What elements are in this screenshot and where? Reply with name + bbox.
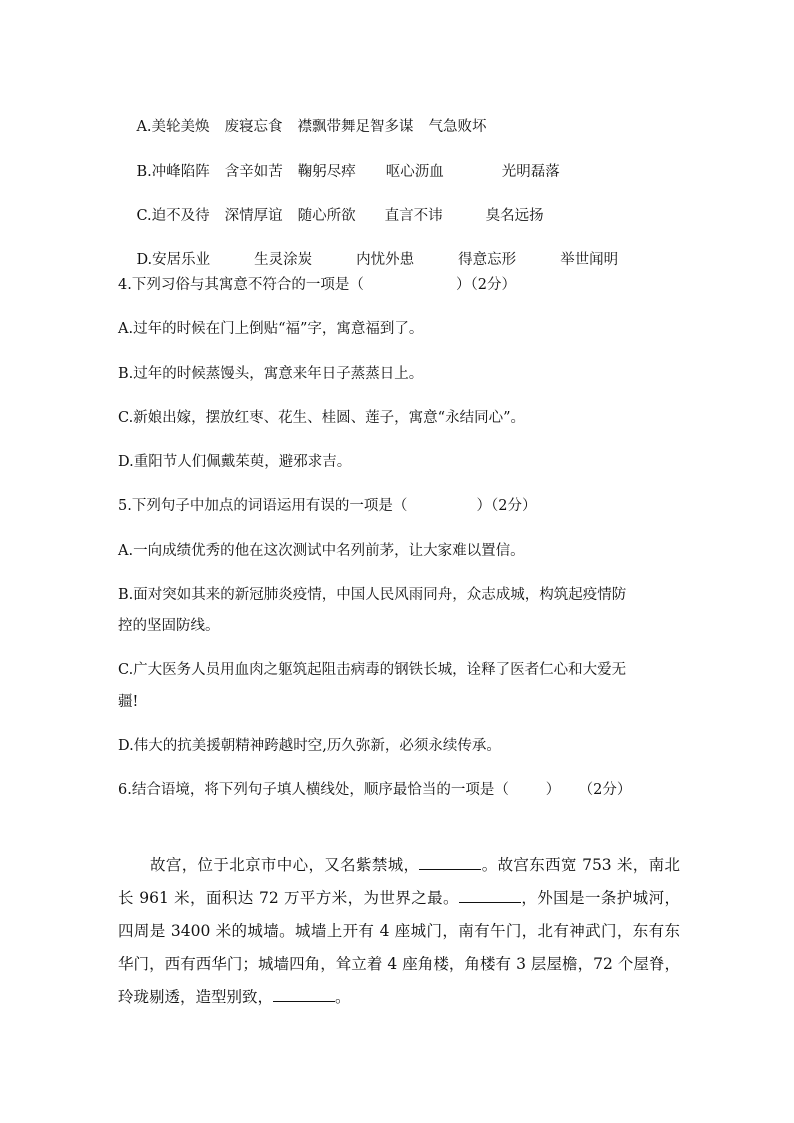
q6-stem: 6.结合语境，将下列句子填人横线处，顺序最恰当的一项是（ ） （2分）: [118, 782, 632, 798]
q4-option-c: C.新娘出嫁，摆放红枣、花生、桂圆、莲子，寓意“永结同心”。: [118, 410, 526, 426]
term: 臭名远扬: [485, 208, 544, 224]
passage-text: 。故宫东西宽 753 米，南北长 961 米，面积达 72 万平方米，为世界之最。: [118, 856, 680, 907]
term: 襟飘带舞足智多谋: [297, 119, 414, 135]
term: 安居乐业: [152, 252, 211, 268]
q5-option-c-line1: C.广大医务人员用血肉之躯筑起阻击病毒的钢铁长城，诠释了医者仁心和大爱无: [118, 662, 627, 678]
option-label: C.: [136, 208, 152, 224]
option-label: D.: [136, 252, 153, 268]
passage-text: 故宫，位于北京市中心，又名紫禁城，: [150, 856, 420, 874]
term: 内忧外患: [356, 252, 415, 268]
q5-option-c-line2: 疆!: [118, 694, 139, 710]
q4-option-a: A.过年的时候在门上倒贴“福”字，寓意福到了。: [118, 321, 424, 337]
term: 得意忘形: [458, 252, 517, 268]
q5-option-d: D.伟大的抗美援朝精神跨越时空,历久弥新，必须永续传承。: [118, 738, 501, 754]
q5-option-b-line2: 控的坚固防线。: [118, 618, 220, 634]
q4-stem: 4.下列习俗与其寓意不符合的一项是（ ）（2分）: [118, 277, 516, 293]
term: 生灵涂炭: [254, 252, 313, 268]
term: 美轮美焕: [151, 119, 210, 135]
q5-option-a: A.一向成绩优秀的他在这次测试中名列前茅，让大家难以置信。: [118, 543, 525, 559]
term: 举世闻明: [560, 252, 619, 268]
term: 深情厚谊: [224, 208, 283, 224]
q4-option-d: D.重阳节人们佩戴茱萸，避邪求吉。: [118, 454, 352, 470]
term: 随心所欲: [297, 208, 356, 224]
term: 呕心沥血: [385, 164, 444, 180]
term: 直言不讳: [384, 208, 443, 224]
q5-stem: 5.下列句子中加点的词语运用有误的一项是（ ）（2分）: [118, 498, 537, 514]
q5-option-b-line1: B.面对突如其来的新冠肺炎疫情，中国人民风雨同舟，众志成城，构筑起疫情防: [118, 587, 627, 603]
fill-blank: [459, 888, 521, 903]
fill-blank: [419, 855, 481, 870]
term: 光明磊落: [501, 164, 560, 180]
term: 含辛如苦: [224, 164, 283, 180]
option-label: A.: [136, 119, 152, 135]
passage-text: 。: [335, 988, 351, 1006]
term: 冲峰陷阵: [151, 164, 210, 180]
term: 迫不及待: [151, 208, 210, 224]
option-label: B.: [136, 164, 152, 180]
term: 废寝忘食: [224, 119, 283, 135]
q4-option-b: B.过年的时候蒸馒头，寓意来年日子蒸蒸日上。: [118, 366, 424, 382]
q6-passage: [118, 849, 680, 1014]
passage-text: ，外国是一条护城河，四周是 3400 米的城墙。城墙上开有 4 座城门，南有午门，北有神武门，东有东华门，西有西华门；城墙四角，耸立着 4 座角楼，角楼有 3 层屋檐，72 个屋脊，玲珑剔透，造型别致，: [118, 889, 680, 1006]
fill-blank: [273, 987, 335, 1002]
term: 气急败坏: [428, 119, 487, 135]
term: 鞠躬尽瘁: [297, 164, 356, 180]
